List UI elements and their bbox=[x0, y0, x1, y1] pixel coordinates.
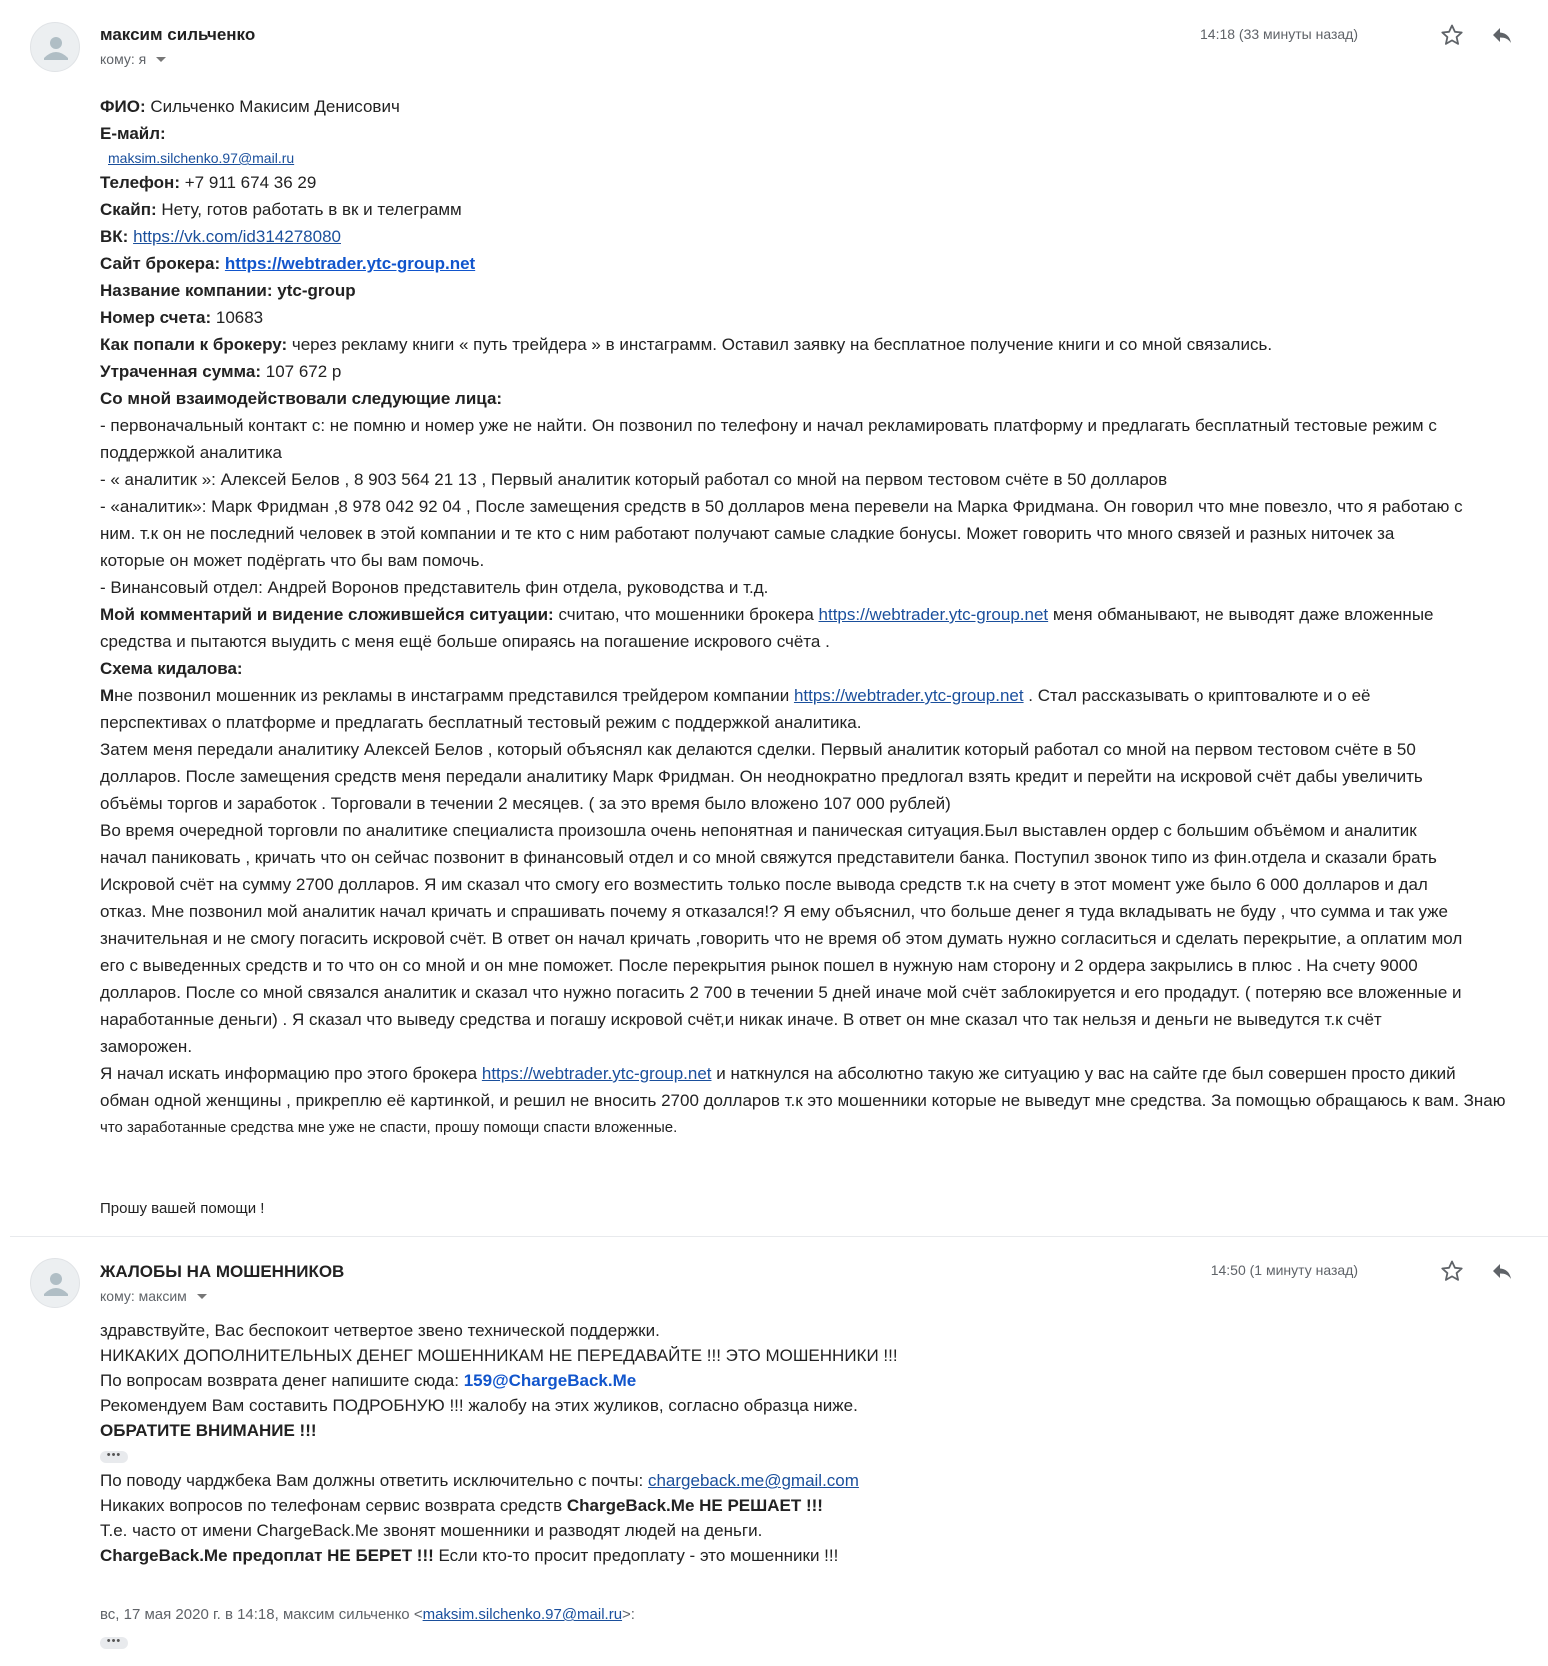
scheme-line: отказ. Мне позвонил мой аналитик начал кричать и спрашивать почему я отказался!? Я ему объяснил, что больше денег я туда вкладывать не буду , что сумма и так уже bbox=[100, 902, 1448, 921]
reply-icon bbox=[1490, 23, 1514, 47]
persons-line: которые он может подёргать что бы вам помочь. bbox=[100, 551, 485, 570]
scheme-line: наработанные деньги) . Я сказал что выведу средства и погашу искровой счёт,и никак иначе. В ответ он мне сказал что так нельзя и деньги не выведутся т.к счёт bbox=[100, 1010, 1382, 1029]
person-icon bbox=[31, 1259, 81, 1309]
reply-button[interactable] bbox=[1488, 21, 1516, 49]
account-line: Номер счета: 10683 bbox=[100, 308, 264, 327]
scheme-line: обман одной женщины , прикреплю её картинкой, и решил не вносить 2700 долларов т.к это мошенники которые не выведут мне средства. За помощью обращаюсь к вам. Знаю bbox=[100, 1091, 1506, 1110]
phone-line: Телефон: +7 911 674 36 29 bbox=[100, 173, 317, 192]
scheme-heading: Схема кидалова: bbox=[100, 659, 243, 678]
sender-name: максим сильченко bbox=[100, 25, 256, 44]
broker-link[interactable]: https://webtrader.ytc-group.net bbox=[793, 686, 1024, 705]
persons-line: ним. т.к он не последний человек в этой компании и те кто с ним работают получают самые сладкие бонусы. Может говорить что много связей и разных ниточек за bbox=[100, 524, 1395, 543]
recipient-label: кому: максим bbox=[100, 1288, 187, 1304]
body-line: По вопросам возврата денег напишите сюда: 159@ChargeBack.Me bbox=[100, 1371, 637, 1390]
recipient-details-toggle[interactable] bbox=[100, 1288, 207, 1304]
persons-line: - «аналитик»: Марк Фридман ,8 978 042 92 04 , После замещения средств в 50 долларов мена перевели на Марка Фридмана. Он говорил что мне повезло, что я работаю с bbox=[100, 497, 1463, 516]
vk-line: ВК: https://vk.com/id314278080 bbox=[100, 227, 341, 246]
company-line: Название компании: ytc-group bbox=[100, 281, 356, 300]
spacer bbox=[100, 1141, 1548, 1168]
quoted-email-link[interactable]: maksim.silchenko.97@mail.ru bbox=[422, 1606, 623, 1623]
broker-site-link[interactable]: https://webtrader.ytc-group.net bbox=[224, 254, 476, 273]
broker-link[interactable]: https://webtrader.ytc-group.net bbox=[481, 1064, 712, 1083]
recipient-details-toggle[interactable] bbox=[100, 51, 166, 67]
message-time: 14:50 (1 минуту назад) bbox=[1210, 1262, 1358, 1278]
scheme-line: перспективах о платформе и предлагать бесплатный тестовый режим с поддержкой аналитика. bbox=[100, 713, 862, 732]
gmail-email-link[interactable]: chargeback.me@gmail.com bbox=[647, 1471, 859, 1490]
persons-line: поддержкой аналитика bbox=[100, 443, 282, 462]
show-quoted-text-button[interactable]: ••• bbox=[100, 1637, 128, 1649]
broker-link[interactable]: https://webtrader.ytc-group.net bbox=[818, 605, 1049, 624]
sender-name: ЖАЛОБЫ НА МОШЕННИКОВ bbox=[100, 1262, 345, 1281]
reply-icon bbox=[1490, 1259, 1514, 1283]
comment-line: Мой комментарий и видение сложившейся ситуации: считаю, что мошенники брокера https://webtrader.ytc-group.net меня обманывают, не выводят даже вложенные bbox=[100, 605, 1434, 624]
body-line: ОБРАТИТЕ ВНИМАНИЕ !!! bbox=[100, 1421, 317, 1440]
comment-line: средства и пытаются выудить с меня ещё больше опираясь на погашение искрового счёта . bbox=[100, 632, 830, 651]
person-icon bbox=[31, 23, 81, 73]
vk-link[interactable]: https://vk.com/id314278080 bbox=[133, 227, 341, 246]
body-line bbox=[100, 1443, 1540, 1468]
lost-amount-line: Утраченная сумма: 107 672 р bbox=[100, 362, 342, 381]
message-body bbox=[100, 93, 1548, 1222]
email-line bbox=[100, 147, 1548, 169]
persons-line: - « аналитик »: Алексей Белов , 8 903 564 21 13 , Первый аналитик который работал со мной на первом тестовом счёте в 50 долларов bbox=[100, 470, 1168, 489]
body-line: Рекомендуем Вам составить ПОДРОБНУЮ !!! жалобу на этих жуликов, согласно образца ниже. bbox=[100, 1396, 858, 1415]
body-line: НИКАКИХ ДОПОЛНИТЕЛЬНЫХ ДЕНЕГ МОШЕННИКАМ НЕ ПЕРЕДАВАЙТЕ !!! ЭТО МОШЕННИКИ !!! bbox=[100, 1346, 898, 1365]
persons-heading: Со мной взаимодействовали следующие лица: bbox=[100, 389, 503, 408]
chargeback-email-link[interactable]: 159@ChargeBack.Me bbox=[463, 1371, 637, 1390]
scheme-line: начал паниковать , кричать что он сейчас позвонит в финансовый отдел и со мной свяжутся представители банка. Поступил звонок типо из фин.отдела и сказали брать bbox=[100, 848, 1437, 867]
scheme-line: объёмы торгов и заработок . Торговали в течении 2 месяцев. ( за это время было вложено 107 000 рублей) bbox=[100, 794, 951, 813]
scheme-line: заморожен. bbox=[100, 1037, 193, 1056]
scheme-line: Я начал искать информацию про этого брокера https://webtrader.ytc-group.net и наткнулся на абсолютно такую же ситуацию у вас на сайте где был совершен просто дикий bbox=[100, 1064, 1456, 1083]
scheme-line: Затем меня передали аналитику Алексей Белов , который объяснял как делаются сделки. Первый аналитик который работал со мной на первом тестовом счёте в 50 bbox=[100, 740, 1416, 759]
scheme-line: значительная и не смогу погасить искровой счёт. В ответ он начал кричать ,говорить что не время об этом думать нужно согласиться и сделать перекрытие, а оплатим мол bbox=[100, 929, 1463, 948]
show-trimmed-content-button[interactable]: ••• bbox=[100, 1451, 128, 1463]
scheme-line: Во время очередной торговли по аналитике специалиста произошла очень непонятная и паническая ситуация.Был выставлен ордер с большим объёмом и аналитик bbox=[100, 821, 1417, 840]
recipient-label: кому: я bbox=[100, 51, 147, 67]
email-link[interactable]: maksim.silchenko.97@mail.ru bbox=[108, 150, 295, 166]
quoted-header: вс, 17 мая 2020 г. в 14:18, максим сильченко <maksim.silchenko.97@mail.ru>: bbox=[100, 1606, 635, 1623]
star-button[interactable] bbox=[1438, 21, 1466, 49]
body-line: По поводу чарджбека Вам должны ответить исключительно с почты: chargeback.me@gmail.com bbox=[100, 1471, 859, 1490]
body-line: здравствуйте, Вас беспокоит четвертое звено технической поддержки. bbox=[100, 1321, 660, 1340]
message-body bbox=[100, 1318, 1540, 1568]
scheme-line: Искровой счёт на сумму 2700 долларов. Я им сказал что смогу его возместить только после вывода средств т.к на счету в этот момент уже было 6 000 долларов и дал bbox=[100, 875, 1428, 894]
chevron-down-icon bbox=[197, 1294, 207, 1299]
body-line: Никаких вопросов по телефонам сервис возврата средств ChargeBack.Me НЕ РЕШАЕТ !!! bbox=[100, 1496, 823, 1515]
reply-button[interactable] bbox=[1488, 1257, 1516, 1285]
body-line: Т.е. часто от имени ChargeBack.Me звонят мошенники и разводят людей на деньги. bbox=[100, 1521, 763, 1540]
avatar[interactable] bbox=[30, 22, 80, 72]
scheme-line: что заработанные средства мне уже не спасти, прошу помощи спасти вложенные. bbox=[100, 1119, 678, 1136]
skype-line: Скайп: Нету, готов работать в вк и телеграмм bbox=[100, 200, 462, 219]
star-button[interactable] bbox=[1438, 1257, 1466, 1285]
closing-line: Прошу вашей помощи ! bbox=[100, 1200, 265, 1217]
avatar[interactable] bbox=[30, 1258, 80, 1308]
scheme-line: долларов. После замещения средств меня передали аналитику Марк Фридман. Он неоднократно предлогал взять кредит и перейти на искровой счёт дабы увеличить bbox=[100, 767, 1423, 786]
quoted-ellipsis-row bbox=[100, 1634, 128, 1652]
persons-line: - Винансовый отдел: Андрей Воронов представитель фин отдела, руководства и т.д. bbox=[100, 578, 769, 597]
body-line: ChargeBack.Me предоплат НЕ БЕРЕТ !!! Если кто-то просит предоплату - это мошенники !!! bbox=[100, 1546, 839, 1565]
scheme-line: его с выведенных средств и то что он со мной и он мне поможет. После перекрытия рынок пошел в нужную нам сторону и 2 ордера закрылись в плюс . На счету 9000 bbox=[100, 956, 1418, 975]
persons-line: - первоначальный контакт с: не помню и номер уже не найти. Он позвонил по телефону и начал рекламировать платформу и предлагать бесплатный тестовые режим с bbox=[100, 416, 1437, 435]
fio-line: ФИО: Сильченко Макисим Денисович bbox=[100, 97, 400, 116]
broker-site-line: Сайт брокера: https://webtrader.ytc-group.net bbox=[100, 254, 476, 273]
star-icon bbox=[1440, 23, 1464, 47]
scheme-line: Мне позвонил мошенник из рекламы в инстаграмм представился трейдером компании https://webtrader.ytc-group.net . Стал рассказывать о криптовалюте и о её bbox=[100, 686, 1371, 705]
scheme-line: долларов. После со мной связался аналитик и сказал что нужно погасить 2 700 в течении 5 дней иначе мой счёт заблокируется и его продадут. ( потеряю все вложенные и bbox=[100, 983, 1462, 1002]
how-line: Как попали к брокеру: через рекламу книги « путь трейдера » в инстаграмм. Оставил заявку на бесплатное получение книги и со мной связались. bbox=[100, 335, 1273, 354]
star-icon bbox=[1440, 1259, 1464, 1283]
message-divider bbox=[10, 1236, 1548, 1237]
chevron-down-icon bbox=[156, 57, 166, 62]
email-label-line: Е-майл: bbox=[100, 124, 166, 143]
message-time: 14:18 (33 минуты назад) bbox=[1200, 26, 1358, 42]
spacer bbox=[100, 1168, 1548, 1195]
